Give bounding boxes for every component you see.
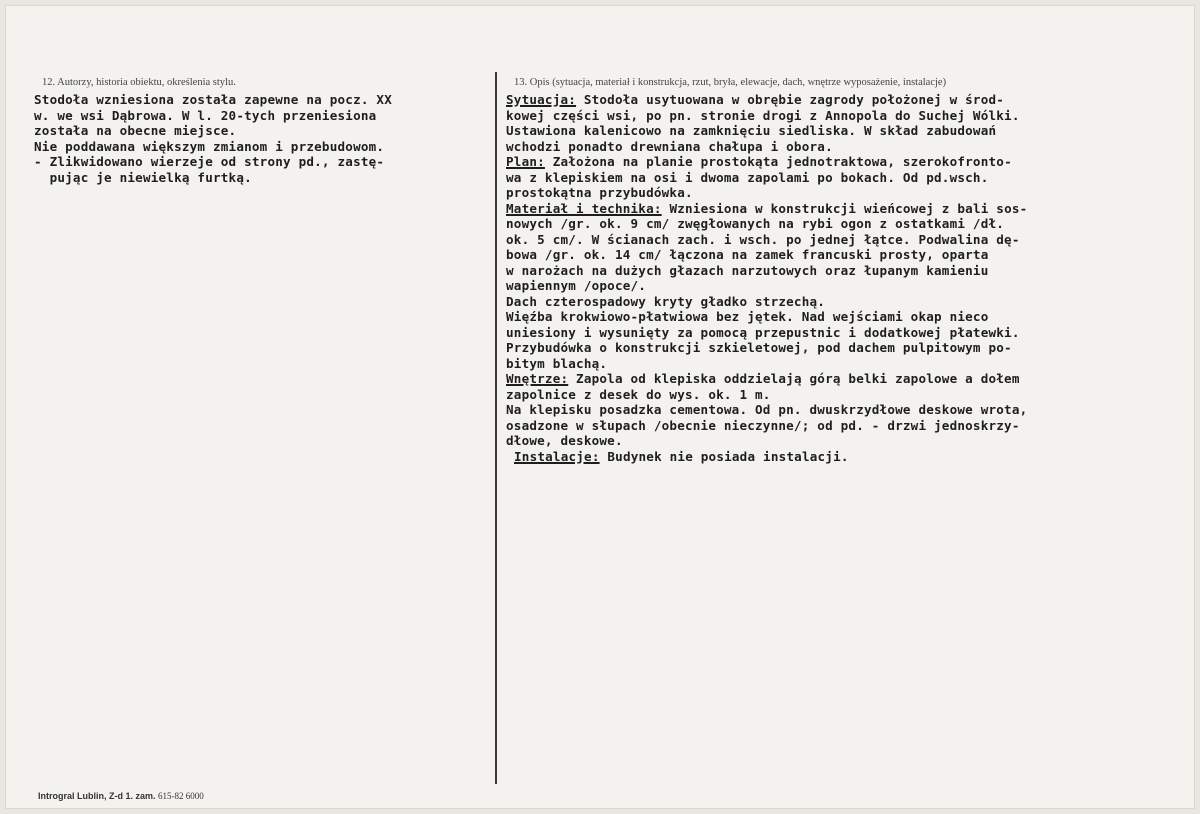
wnetrze-line: Wnętrze: Zapola od klepiska oddzielają górą belki zapolowe a dołem bbox=[506, 371, 1020, 386]
material-line: ok. 5 cm/. W ścianach zach. i wsch. po jednej łątce. Podwalina dę- bbox=[506, 231, 1020, 247]
sytuacja-line: kowej części wsi, po pn. stronie drogi z Annopola do Suchej Wólki. bbox=[506, 107, 1020, 123]
wnetrze-line: dłowe, deskowe. bbox=[506, 433, 623, 448]
instalacje-line: Instalacje: Budynek nie posiada instalacji. bbox=[514, 448, 849, 464]
wnetrze-label: Wnętrze: bbox=[506, 371, 569, 386]
wnetrze-line: Na klepisku posadzka cementowa. Od pn. dwuskrzydłowe deskowe wrota, bbox=[506, 402, 1028, 417]
section-history bbox=[34, 76, 484, 185]
record-card bbox=[6, 6, 1194, 808]
history-heading: 12. Autorzy, historia obiektu, określenia stylu. bbox=[42, 77, 236, 88]
plan-line: wa z klepiskiem na osi i dwoma zapolami po bokach. Od pd.wsch. bbox=[506, 169, 989, 185]
material-line: Dach czterospadowy kryty gładko strzechą. bbox=[506, 293, 826, 309]
material-line: bitym blachą. bbox=[506, 355, 608, 371]
section-description bbox=[506, 76, 1186, 464]
history-line: pując je niewielką furtką. bbox=[34, 169, 252, 185]
printer-footer bbox=[38, 791, 204, 801]
plan-line: Plan: Założona na planie prostokąta jednotraktowa, szerokofronto- bbox=[506, 154, 1012, 169]
sytuacja-line: Ustawiona kalenicowo na zamknięciu siedliska. W skład zabudowań bbox=[506, 123, 997, 138]
material-line: nowych /gr. ok. 9 cm/ zwęgłowanych na rybi ogon z ostatkami /dł. bbox=[506, 216, 1005, 231]
sytuacja-line: wchodzi ponadto drewniana chałupa i obora. bbox=[506, 138, 833, 154]
material-label: Materiał i technika: bbox=[506, 200, 662, 216]
plan-line: prostokątna przybudówka. bbox=[506, 185, 693, 200]
material-line: uniesiony i wysunięty za pomocą przepustnic i dodatkowej płatewki. bbox=[506, 324, 1020, 340]
history-text bbox=[34, 92, 484, 185]
material-line: Więźba krokwiowo-płatwiowa bez jętek. Nad wejściami okap nieco bbox=[506, 309, 989, 324]
history-line: - Zlikwidowano wierzeje od strony pd., zastę- bbox=[34, 154, 385, 169]
wnetrze-line: osadzone w słupach /obecnie nieczynne/; od pd. - drzwi jednoskrzy- bbox=[506, 417, 1020, 433]
column-divider bbox=[495, 72, 497, 784]
description-heading: 13. Opis (sytuacja, materiał i konstrukcja, rzut, bryła, elewacje, dach, wnętrze wyposażenie, instalacje) bbox=[514, 77, 947, 88]
wnetrze-line: zapolnice z desek do wys. ok. 1 m. bbox=[506, 386, 771, 402]
history-line: Stodoła wzniesiona została zapewne na pocz. XX bbox=[34, 92, 392, 107]
history-line: została na obecne miejsce. bbox=[34, 123, 237, 138]
print-number: 615-82 6000 bbox=[158, 791, 204, 801]
history-line: w. we wsi Dąbrowa. W l. 20-tych przeniesiona bbox=[34, 107, 377, 123]
material-line: bowa /gr. ok. 14 cm/ łączona na zamek francuski prosty, oparta bbox=[506, 247, 989, 262]
instalacje-label: Instalacje: bbox=[514, 448, 600, 464]
material-line: Przybudówka o konstrukcji szkieletowej, pod dachem pulpitowym po- bbox=[506, 340, 1012, 355]
material-line: Materiał i technika: Wzniesiona w konstrukcji wieńcowej z bali sos- bbox=[506, 200, 1028, 216]
printer-name: Introgral Lublin, Z-d 1. zam. bbox=[38, 791, 156, 801]
material-line: w narożach na dużych głazach narzutowych oraz łupanym kamieniu bbox=[506, 262, 989, 278]
history-line: Nie poddawana większym zmianom i przebudowom. bbox=[34, 138, 385, 154]
material-line: wapiennym /opoce/. bbox=[506, 278, 647, 293]
description-text bbox=[506, 92, 1186, 464]
plan-label: Plan: bbox=[506, 154, 545, 169]
sytuacja-label: Sytuacja: bbox=[506, 92, 577, 107]
sytuacja-line: Sytuacja: Stodoła usytuowana w obrębie zagrody położonej w środ- bbox=[506, 92, 1005, 107]
